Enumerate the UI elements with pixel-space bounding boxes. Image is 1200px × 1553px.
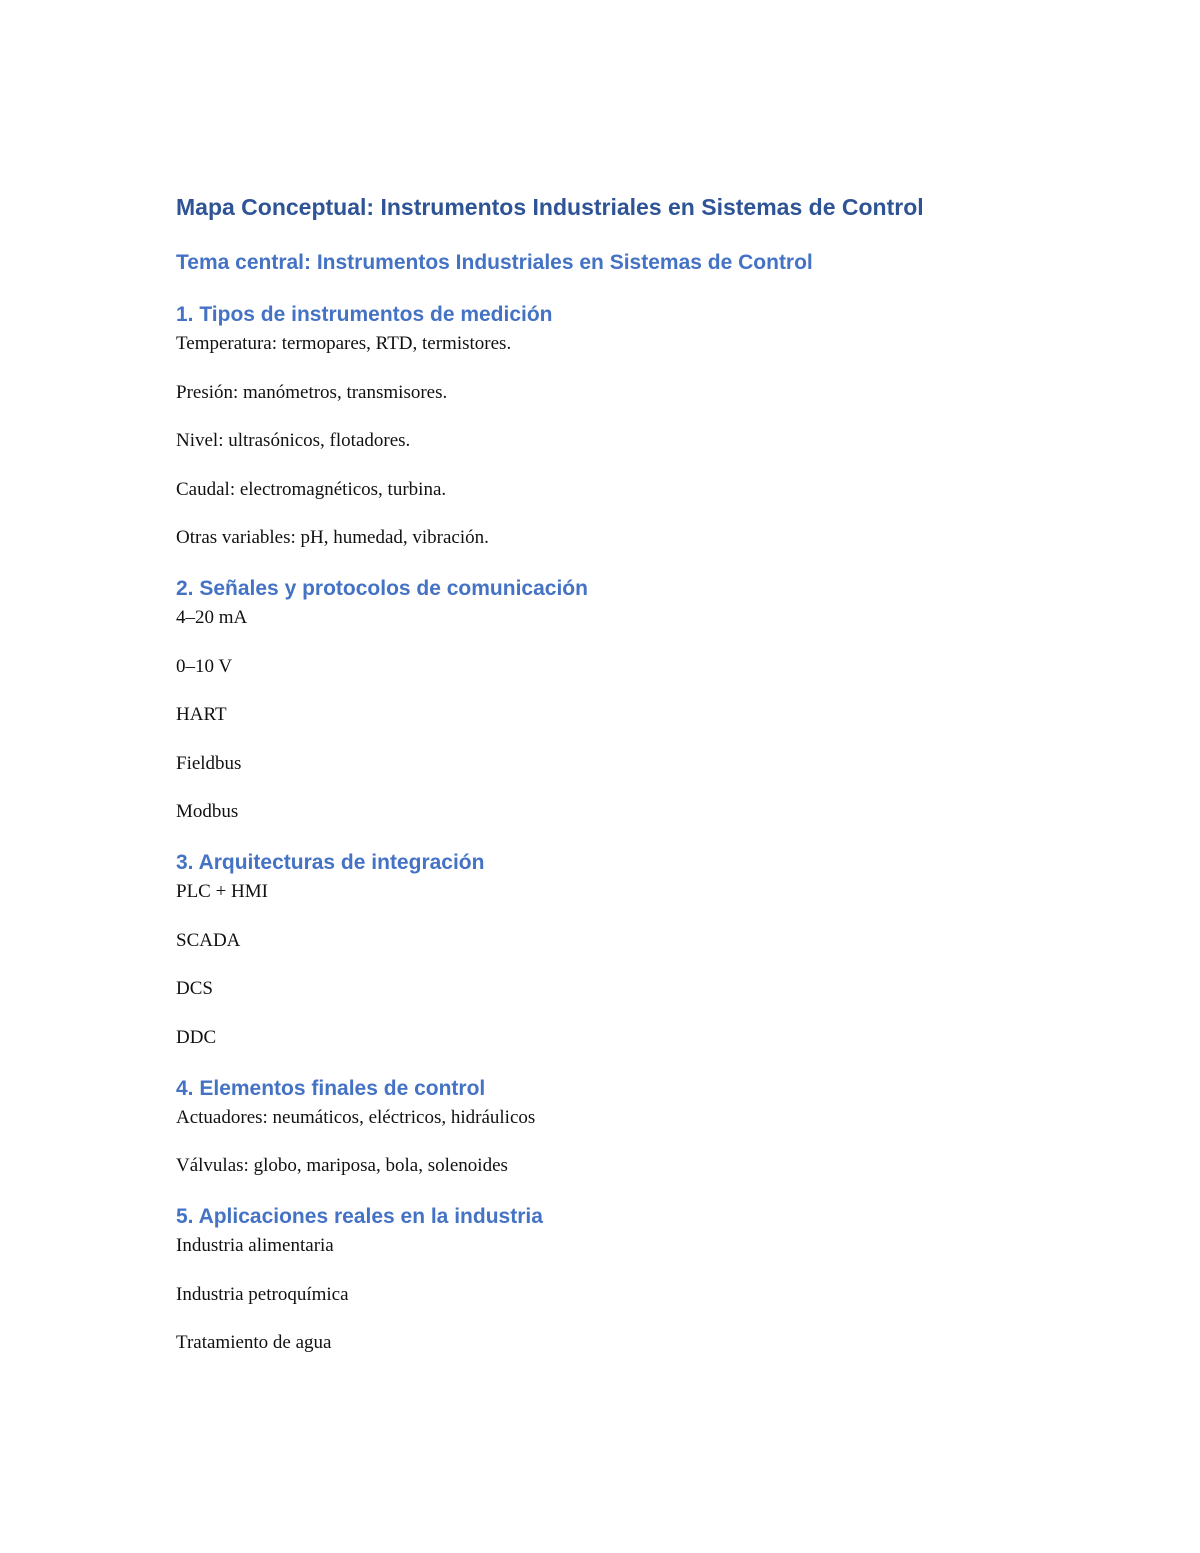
document-subtitle: Tema central: Instrumentos Industriales en Sistemas de Control	[176, 251, 813, 274]
section-measurement-instruments	[176, 300, 1036, 552]
section-heading: 2. Señales y protocolos de comunicación	[176, 577, 588, 600]
section-heading: 1. Tipos de instrumentos de medición	[176, 303, 553, 326]
list-item: Nivel: ultrasónicos, flotadores.	[176, 430, 411, 451]
list-item: DCS	[176, 978, 213, 999]
list-item: Actuadores: neumáticos, eléctricos, hidráulicos	[176, 1106, 536, 1128]
list-item: SCADA	[176, 929, 241, 951]
list-item: Modbus	[176, 801, 239, 822]
section-integration-architectures	[176, 848, 1036, 1052]
list-item: 0–10 V	[176, 655, 233, 677]
list-item: Otras variables: pH, humedad, vibración.	[176, 527, 489, 548]
list-item: HART	[176, 704, 227, 725]
list-item: 4–20 mA	[176, 607, 248, 628]
list-item: PLC + HMI	[176, 881, 269, 902]
section-heading: 4. Elementos finales de control	[176, 1076, 486, 1100]
list-item: Presión: manómetros, transmisores.	[176, 381, 448, 403]
section-final-control-elements	[176, 1074, 1036, 1181]
section-industry-applications	[176, 1202, 1036, 1357]
list-item: Fieldbus	[176, 752, 242, 774]
list-item: Industria alimentaria	[176, 1235, 334, 1256]
document-content	[176, 190, 1036, 1357]
list-item: Caudal: electromagnéticos, turbina.	[176, 478, 447, 500]
section-heading: 3. Arquitecturas de integración	[176, 851, 485, 874]
list-item: Industria petroquímica	[176, 1283, 349, 1305]
list-item: DDC	[176, 1026, 217, 1048]
list-item: Temperatura: termopares, RTD, termistores.	[176, 333, 512, 354]
section-heading: 5. Aplicaciones reales en la industria	[176, 1205, 543, 1228]
list-item: Válvulas: globo, mariposa, bola, solenoides	[176, 1155, 508, 1176]
list-item: Tratamiento de agua	[176, 1332, 332, 1353]
document-title: Mapa Conceptual: Instrumentos Industriales en Sistemas de Control	[176, 194, 924, 220]
section-signals-protocols	[176, 574, 1036, 826]
